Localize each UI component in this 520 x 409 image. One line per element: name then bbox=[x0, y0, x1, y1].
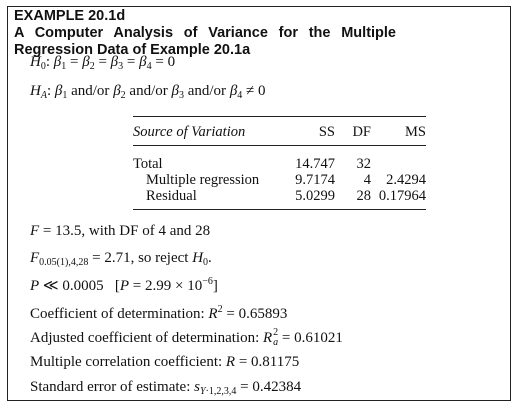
f-statistic: F = 13.5, with DF of 4 and 28 bbox=[30, 223, 211, 239]
anova-source: Total bbox=[133, 156, 163, 172]
reject-text: so reject bbox=[138, 250, 189, 266]
r2-label: Coefficient of determination: bbox=[30, 306, 205, 322]
example-header bbox=[14, 8, 509, 59]
standard-error-line: Standard error of estimate: $s_{Y\cdot 1,2,3,4} = 0.42384$ bbox=[30, 379, 302, 397]
anova-row-total bbox=[133, 156, 426, 172]
p-value: 2.99 × 10 bbox=[145, 278, 203, 294]
se-value: 0.42384 bbox=[252, 379, 302, 395]
anova-source: Multiple regression bbox=[146, 172, 260, 188]
anova-df: 32 bbox=[356, 156, 371, 172]
anova-header-df: DF bbox=[352, 123, 371, 140]
null-hypothesis: $H_0$: $\beta_1 = \beta_2 = \beta_3 = \beta_4 = 0$ bbox=[30, 54, 176, 72]
anova-ms bbox=[371, 156, 426, 172]
anova-ss: 14.747 bbox=[295, 156, 335, 172]
f-critical: $F_{0.05(1),4,28} = 2.71$, so reject $H_0$. bbox=[30, 250, 212, 268]
anova-header-row bbox=[133, 117, 426, 146]
adjusted-r-squared-line: Adjusted coefficient of determination: R 2 a = 0.61021 bbox=[30, 327, 343, 348]
p-bound: 0.0005 bbox=[62, 278, 104, 294]
r2-value: 0.65893 bbox=[238, 306, 288, 322]
anova-ss: 5.0299 bbox=[295, 188, 335, 204]
r-value: 0.81175 bbox=[251, 354, 300, 370]
f-df-text: with DF of 4 and 28 bbox=[88, 223, 211, 239]
anova-ms: 0.17964 bbox=[378, 188, 426, 204]
anova-df: 28 bbox=[356, 188, 371, 204]
example-title-line2: Regression Data of Example 20.1a bbox=[14, 42, 251, 58]
anova-ss: 9.7174 bbox=[295, 172, 335, 188]
example-title-line1: A Computer Analysis of Variance for the Multiple bbox=[14, 25, 396, 41]
alternative-hypothesis-body: $\beta_1$ and/or $\beta_2$ and/or $\beta_3$ and/or $\beta_4 \ne 0$ bbox=[54, 83, 266, 101]
anova-header-ss: SS bbox=[318, 123, 335, 140]
adj-r2-label: Adjusted coefficient of determination: bbox=[30, 330, 260, 346]
anova-header-ms: MS bbox=[405, 123, 426, 140]
anova-row-regression bbox=[133, 172, 426, 188]
anova-ms: 2.4294 bbox=[386, 172, 426, 188]
multiple-correlation-line: Multiple correlation coefficient: R = 0.81175 bbox=[30, 354, 300, 370]
f-value: 13.5 bbox=[55, 223, 82, 239]
anova-header-source: Source of Variation bbox=[133, 123, 246, 140]
adj-r2-value: 0.61021 bbox=[294, 330, 343, 346]
anova-row-residual bbox=[133, 188, 426, 204]
p-value-line: P ≪ 0.0005 $[P = 2.99 \times 10^{-6}]$ bbox=[30, 276, 218, 294]
anova-df: 4 bbox=[363, 172, 371, 188]
example-number: EXAMPLE 20.1d bbox=[14, 8, 126, 24]
null-hypothesis-body: $\beta_1 = \beta_2 = \beta_3 = \beta_4 = 0$ bbox=[53, 54, 176, 72]
anova-source: Residual bbox=[146, 188, 197, 204]
anova-table bbox=[133, 117, 426, 204]
table-bottom-rule bbox=[133, 209, 426, 210]
f-critical-value: 2.71 bbox=[104, 250, 131, 266]
alternative-hypothesis: $H_A$: $\beta_1$ and/or $\beta_2$ and/or $\beta_3$ and/or $\beta_4 \ne 0$ bbox=[30, 83, 266, 101]
r-label: Multiple correlation coefficient: bbox=[30, 354, 223, 370]
se-label: Standard error of estimate: bbox=[30, 379, 191, 395]
p-exponent: −6 bbox=[202, 276, 213, 287]
r-squared-line: Coefficient of determination: $R^2 = 0.65893$ bbox=[30, 304, 288, 322]
